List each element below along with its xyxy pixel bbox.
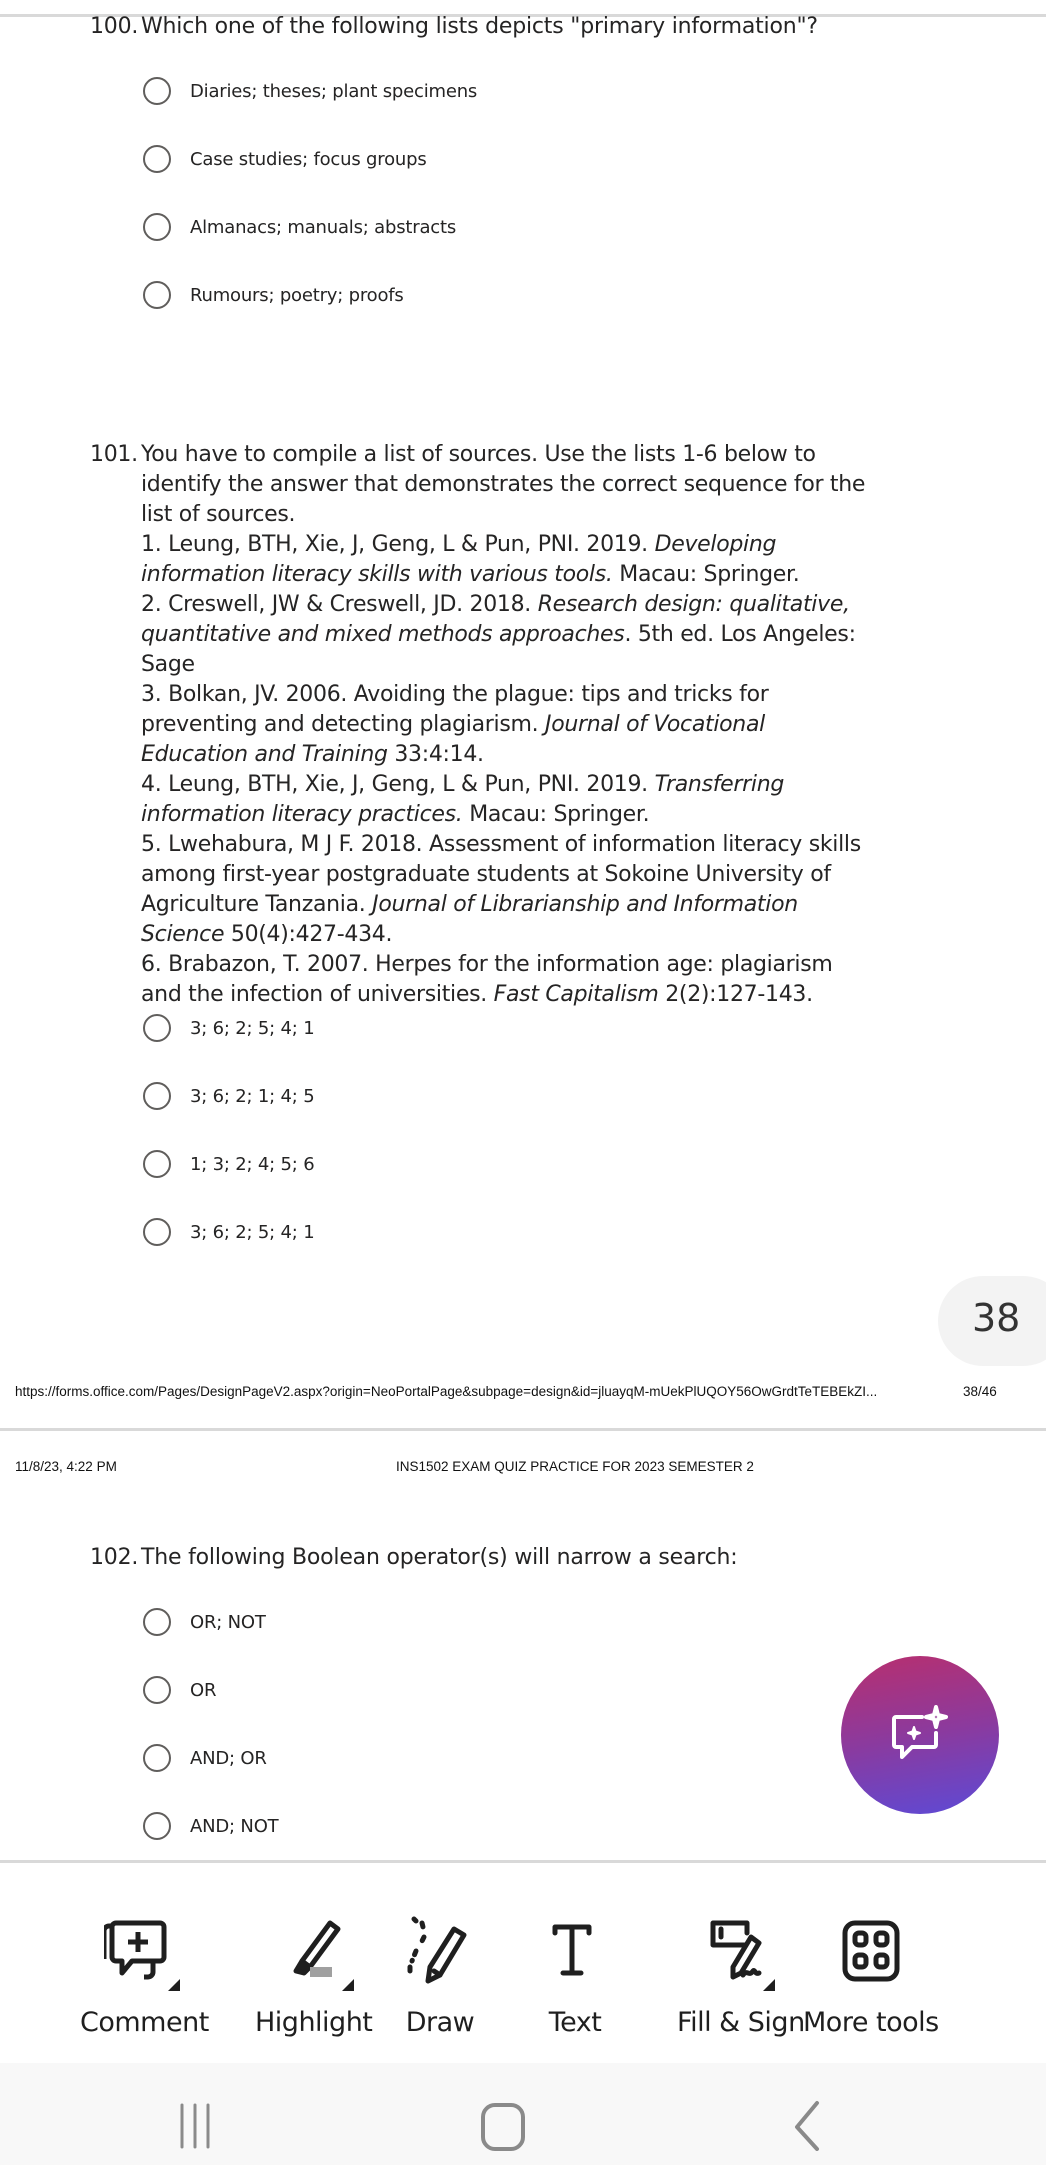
q102-option-3[interactable] (143, 1743, 267, 1773)
ai-assistant-chat-sparkle-icon (888, 1703, 952, 1767)
option-label: OR (190, 1679, 217, 1701)
tool-more-tools[interactable] (803, 1915, 939, 2038)
pencil-draw-icon (400, 1915, 480, 1995)
print-footer-url: https://forms.office.com/Pages/DesignPageV2.aspx?origin=NeoPortalPage&subpage=design&id=jluayqM-mUekPlUQOY56OwGrdtTeTEBEkZI... (15, 1384, 878, 1399)
grid-icon (831, 1915, 911, 1995)
fill-sign-icon (701, 1915, 781, 1995)
home-button[interactable] (463, 2091, 543, 2151)
q100-option-4[interactable] (143, 280, 404, 310)
radio-button[interactable] (143, 281, 171, 309)
tool-highlight[interactable] (255, 1915, 372, 2038)
print-header-title: INS1502 EXAM QUIZ PRACTICE FOR 2023 SEMESTER 2 (396, 1459, 754, 1474)
question-100-title (90, 12, 818, 42)
option-label: 3; 6; 2; 5; 4; 1 (190, 1221, 315, 1243)
q102-option-2[interactable] (143, 1675, 216, 1705)
radio-button[interactable] (143, 77, 171, 105)
option-label: Diaries; theses; plant specimens (190, 80, 478, 102)
option-label: 3; 6; 2; 1; 4; 5 (190, 1085, 315, 1107)
tool-comment[interactable] (80, 1915, 209, 2038)
question-number: 101. (90, 442, 138, 467)
tool-text[interactable] (535, 1915, 615, 2038)
print-page-count: 38/46 (963, 1384, 997, 1399)
tool-label: Draw (405, 2007, 475, 2038)
reference-5: 5. Lwehabura, M J F. 2018. Assessment of information literacy skills among first-year postgraduate students at Sokoine University of Agriculture Tanzania. Journal of Librarianship and Information Science 50(4):427-434. (141, 832, 861, 947)
reference-3: 3. Bolkan, JV. 2006. Avoiding the plague: tips and tricks for preventing and detecting plagiarism. Journal of Vocational Education and Training 33:4:14. (141, 682, 769, 767)
question-number: 102. (90, 1545, 139, 1570)
option-label: 3; 6; 2; 5; 4; 1 (190, 1017, 315, 1039)
q100-option-1[interactable] (143, 76, 477, 106)
option-label: Almanacs; manuals; abstracts (190, 216, 457, 238)
q100-option-3[interactable] (143, 212, 456, 242)
system-navigation-bar (0, 2063, 1046, 2165)
option-label: OR; NOT (190, 1611, 266, 1633)
tool-label: Fill & Sign (677, 2007, 805, 2038)
option-label: AND; OR (190, 1747, 267, 1769)
q101-option-4[interactable] (143, 1217, 314, 1247)
page-number: 38 (972, 1296, 1021, 1340)
option-label: Rumours; poetry; proofs (190, 284, 404, 306)
tool-fill-and-sign[interactable] (677, 1915, 805, 2038)
tool-label: Comment (80, 2007, 209, 2038)
q102-option-4[interactable] (143, 1811, 278, 1841)
question-intro: You have to compile a list of sources. Use the lists 1-6 below to identify the answer that demonstrates the correct sequence for the list of sources. (141, 442, 866, 527)
q101-option-2[interactable] (143, 1081, 314, 1111)
radio-button[interactable] (143, 1744, 171, 1772)
option-label: Case studies; focus groups (190, 148, 427, 170)
q102-option-1[interactable] (143, 1607, 266, 1637)
tool-draw[interactable] (400, 1915, 480, 2038)
back-chevron-icon (765, 2091, 845, 2151)
reference-2: 2. Creswell, JW & Creswell, JD. 2018. Research design: qualitative, quantitative and mixed methods approaches. 5th ed. Los Angeles: Sage (141, 592, 856, 677)
radio-button[interactable] (143, 145, 171, 173)
highlighter-icon (274, 1915, 354, 1995)
question-102-title (90, 1543, 738, 1573)
reference-4: 4. Leung, BTH, Xie, J, Geng, L & Pun, PNI. 2019. Transferring information literacy practices. Macau: Springer. (141, 772, 785, 827)
print-header-datetime: 11/8/23, 4:22 PM (15, 1459, 117, 1474)
question-number: 100. (90, 14, 139, 39)
question-text: Which one of the following lists depicts "primary information"? (141, 14, 818, 39)
radio-button[interactable] (143, 1812, 171, 1840)
radio-button[interactable] (143, 1150, 171, 1178)
q100-option-2[interactable] (143, 144, 427, 174)
annotation-toolbar (0, 1860, 1046, 2063)
ai-assistant-button[interactable] (841, 1656, 999, 1814)
q101-option-3[interactable] (143, 1149, 314, 1179)
radio-button[interactable] (143, 1014, 171, 1042)
option-label: AND; NOT (190, 1815, 279, 1837)
text-t-icon (535, 1915, 615, 1995)
radio-button[interactable] (143, 1082, 171, 1110)
tool-label: More tools (803, 2007, 939, 2038)
radio-button[interactable] (143, 213, 171, 241)
radio-button[interactable] (143, 1608, 171, 1636)
question-101 (90, 440, 870, 1010)
page-separator (0, 1428, 1046, 1431)
q101-option-1[interactable] (143, 1013, 314, 1043)
back-button[interactable] (765, 2091, 845, 2151)
option-label: 1; 3; 2; 4; 5; 6 (190, 1153, 315, 1175)
recent-apps-button[interactable] (162, 2091, 242, 2151)
reference-1: 1. Leung, BTH, Xie, J, Geng, L & Pun, PNI. 2019. Developing information literacy skills with various tools. Macau: Springer. (141, 532, 800, 587)
tool-label: Highlight (255, 2007, 373, 2038)
radio-button[interactable] (143, 1218, 171, 1246)
tool-label: Text (548, 2007, 602, 2038)
question-text: The following Boolean operator(s) will narrow a search: (141, 1545, 738, 1570)
recent-apps-icon (162, 2091, 242, 2151)
home-icon (463, 2091, 543, 2151)
radio-button[interactable] (143, 1676, 171, 1704)
page-number-indicator (938, 1276, 1046, 1366)
reference-6: 6. Brabazon, T. 2007. Herpes for the information age: plagiarism and the infection of universities. Fast Capitalism 2(2):127-143. (141, 952, 833, 1007)
